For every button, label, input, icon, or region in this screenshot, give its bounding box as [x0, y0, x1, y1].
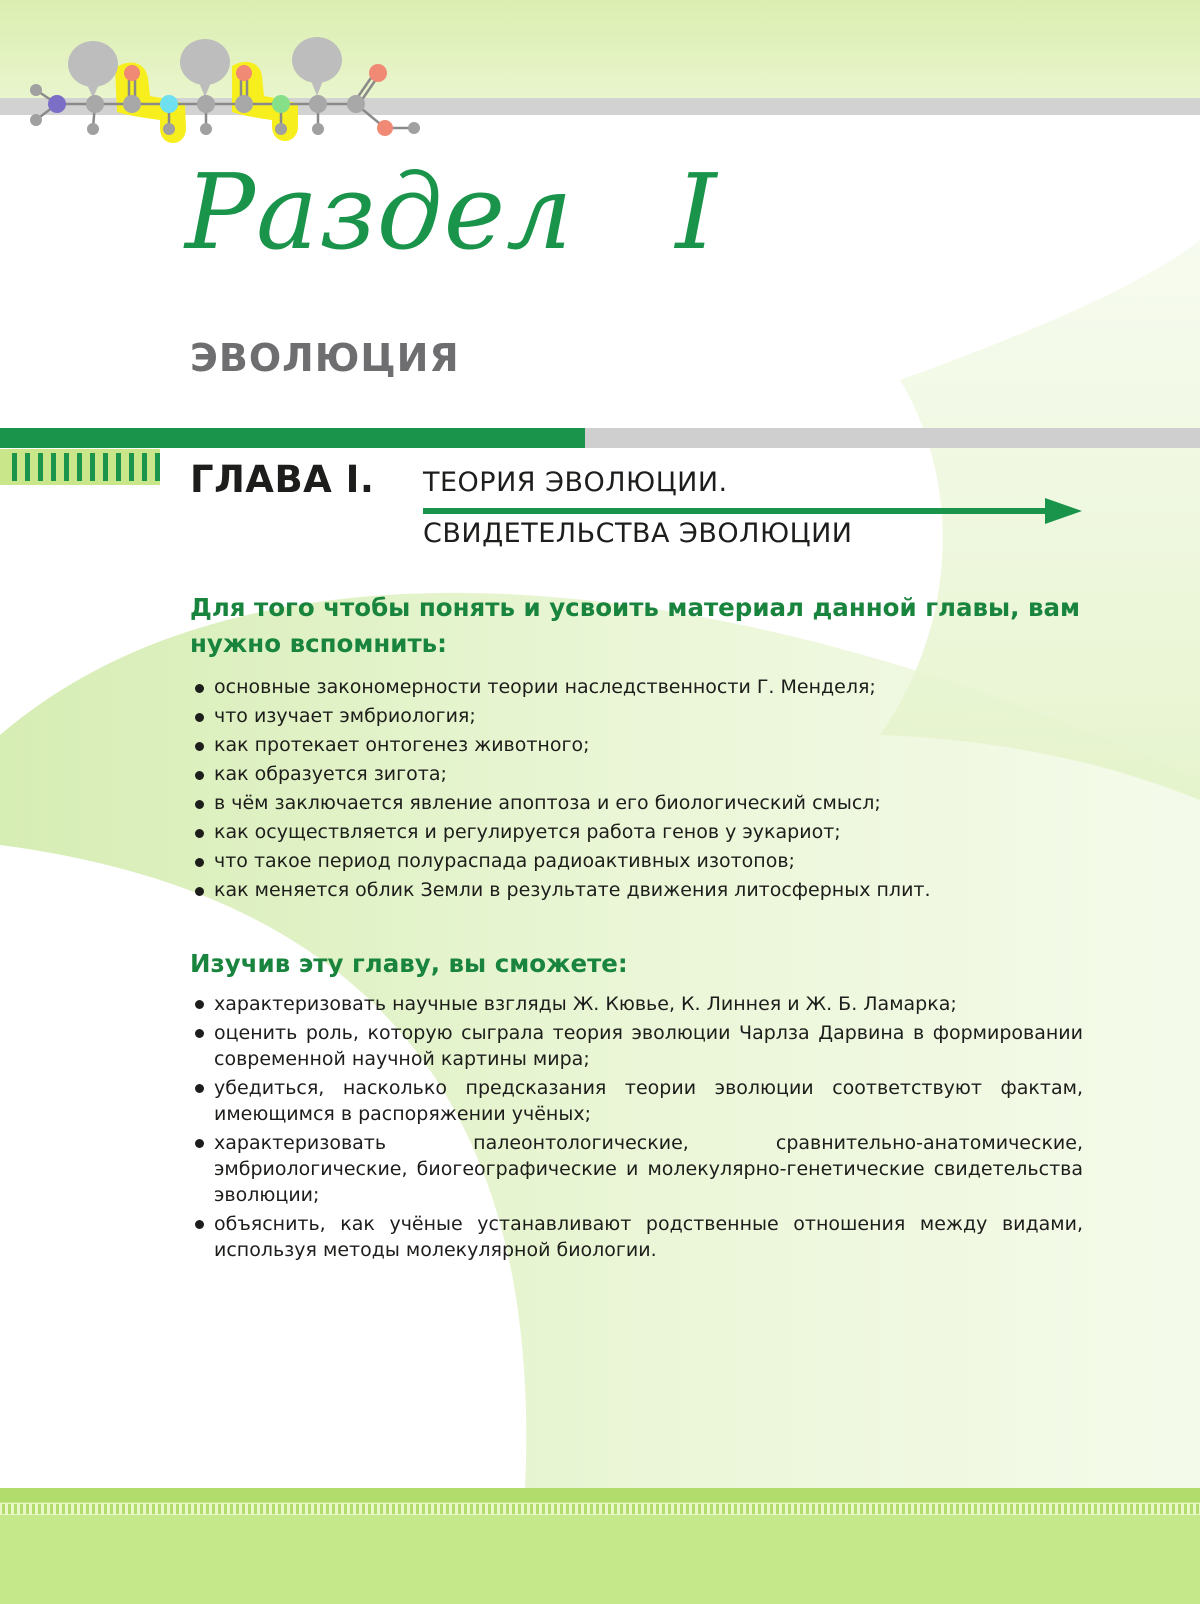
bottom-stripe-row — [0, 1503, 1200, 1515]
list-item: основные закономерности теории наследственности Г. Менделя; — [193, 673, 1083, 702]
list-item: как осуществляется и регулируется работа генов у эукариот; — [193, 818, 1083, 847]
list-item: как меняется облик Земли в результате движения литосферных плит. — [193, 876, 1083, 905]
section-title: Раздел I — [185, 151, 718, 273]
chapter-label: ГЛАВА I. — [190, 458, 375, 501]
recall-list — [193, 673, 1083, 905]
chapter-title-line-2: СВИДЕТЕЛЬСТВА ЭВОЛЮЦИИ — [423, 518, 853, 549]
list-item: что такое период полураспада радиоактивных изотопов; — [193, 847, 1083, 876]
chapter-rule-grey — [585, 428, 1200, 448]
chapter-title-line-1: ТЕОРИЯ ЭВОЛЮЦИИ. — [423, 467, 728, 498]
list-item: объяснить, как учёные устанавливают родственные отношения между видами, используя методы молекулярной биологии. — [193, 1211, 1083, 1263]
list-item: характеризовать научные взгляды Ж. Кювье, К. Линнея и Ж. Б. Ламарка; — [193, 991, 1083, 1017]
chapter-arrow-line — [423, 508, 1053, 514]
section-subtitle: ЭВОЛЮЦИЯ — [190, 336, 460, 380]
list-item: что изучает эмбриология; — [193, 702, 1083, 731]
list-item: в чём заключается явление апоптоза и его биологический смысл; — [193, 789, 1083, 818]
recall-heading: Для того чтобы понять и усвоить материал данной главы, вам нужно вспомнить: — [190, 593, 1081, 658]
list-item: оценить роль, которую сыграла теория эволюции Чарлза Дарвина в формировании современной научной картины мира; — [193, 1020, 1083, 1072]
list-item: убедиться, насколько предсказания теории эволюции соответствуют фактам, имеющимся в распоряжении учёных; — [193, 1075, 1083, 1127]
bottom-band-top — [0, 1488, 1200, 1502]
list-item: как образуется зигота; — [193, 760, 1083, 789]
list-item: характеризовать палеонтологические, сравнительно-анатомические, эмбриологические, биогеографические и молекулярно-генетические свидетельства эволюции; — [193, 1130, 1083, 1208]
study-heading: Изучив эту главу, вы сможете: — [190, 949, 628, 978]
top-band — [0, 0, 1200, 98]
list-item: как протекает онтогенез животного; — [193, 731, 1083, 760]
chapter-rule-green — [0, 428, 585, 448]
study-list — [193, 991, 1083, 1266]
